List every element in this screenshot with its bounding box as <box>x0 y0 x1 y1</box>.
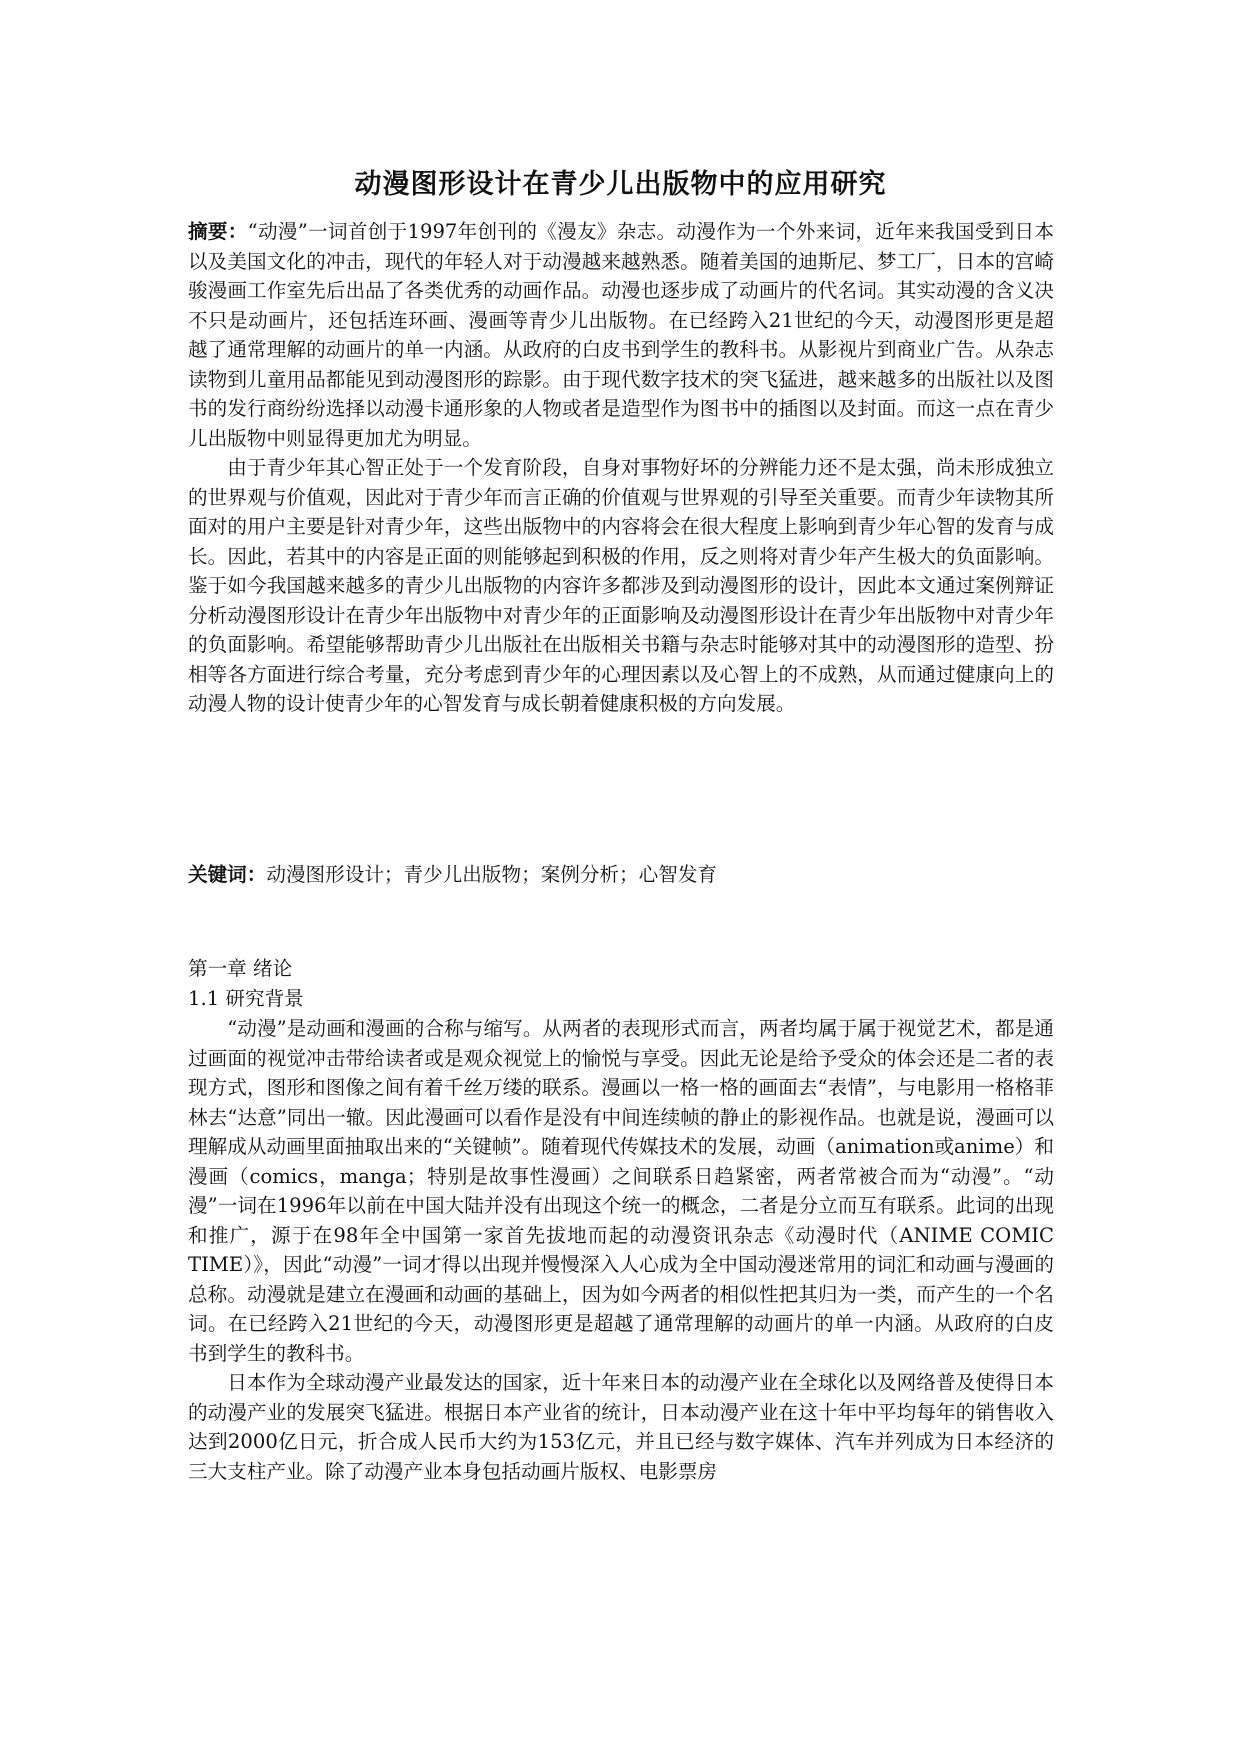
chapter-heading: 第一章 绪论 <box>188 957 293 980</box>
keywords-text: 动漫图形设计；青少儿出版物；案例分析；心智发育 <box>266 863 718 886</box>
section-heading: 1.1 研究背景 <box>188 987 304 1010</box>
abstract-section <box>188 217 1054 719</box>
keywords-section <box>188 860 1054 890</box>
paper-title: 动漫图形设计在青少儿出版物中的应用研究 <box>354 169 887 200</box>
abstract-paragraph-1 <box>188 217 1054 453</box>
abstract-text-1: “动漫”一词首创于1997年创刊的《漫友》杂志。动漫作为一个外来词，近年来我国受到日本以及美国文化的冲击，现代的年轻人对于动漫越来越熟悉。随着美国的迪斯尼、梦工厂，日本的宫崎骏漫画工作室先后出品了各类优秀的动画作品。动漫也逐步成了动画片的代名词。其实动漫的含义决不只是动画片，还包括连环画、漫画等青少儿出版物。在已经跨入21世纪的今天，动漫图形更是超越了通常理解的动画片的单一内涵。从政府的白皮书到学生的教科书。从影视片到商业广告。从杂志读物到儿童用品都能见到动漫图形的踪影。由于现代数字技术的突飞猛进，越来越多的出版社以及图书的发行商纷纷选择以动漫卡通形象的人物或者是造型作为图书中的插图以及封面。而这一点在青少儿出版物中则显得更加尤为明显。 <box>188 220 1054 450</box>
abstract-label: 摘要： <box>188 220 248 243</box>
body-section <box>188 1014 1054 1486</box>
body-paragraph-2: 日本作为全球动漫产业最发达的国家，近十年来日本的动漫产业在全球化以及网络普及使得日本的动漫产业的发展突飞猛进。根据日本产业省的统计，日本动漫产业在这十年中平均每年的销售收入达到2000亿日元，折合成人民币大约为153亿元，并且已经与数字媒体、汽车并列成为日本经济的三大支柱产业。除了动漫产业本身包括动画片版权、电影票房 <box>188 1371 1054 1483</box>
keywords-label: 关键词： <box>188 863 267 886</box>
abstract-paragraph-2: 由于青少年其心智正处于一个发育阶段，自身对事物好坏的分辨能力还不是太强，尚未形成独立的世界观与价值观，因此对于青少年而言正确的价值观与世界观的引导至关重要。而青少年读物其所面对的用户主要是针对青少年，这些出版物中的内容将会在很大程度上影响到青少年心智的发育与成长。因此，若其中的内容是正面的则能够起到积极的作用，反之则将对青少年产生极大的负面影响。鉴于如今我国越来越多的青少儿出版物的内容许多都涉及到动漫图形的设计，因此本文通过案例辩证分析动漫图形设计在青少年出版物中对青少年的正面影响及动漫图形设计在青少年出版物中对青少年的负面影响。希望能够帮助青少儿出版社在出版相关书籍与杂志时能够对其中的动漫图形的造型、扮相等各方面进行综合考量，充分考虑到青少年的心理因素以及心智上的不成熟，从而通过健康向上的动漫人物的设计使青少年的心智发育与成长朝着健康积极的方向发展。 <box>188 456 1054 715</box>
body-paragraph-1: “动漫”是动画和漫画的合称与缩写。从两者的表现形式而言，两者均属于属于视觉艺术，都是通过画面的视觉冲击带给读者或是观众视觉上的愉悦与享受。因此无论是给予受众的体会还是二者的表现方式，图形和图像之间有着千丝万缕的联系。漫画以一格一格的画面去“表情”，与电影用一格格菲林去“达意”同出一辙。因此漫画可以看作是没有中间连续帧的静止的影视作品。也就是说，漫画可以理解成从动画里面抽取出来的“关键帧”。随着现代传媒技术的发展，动画（animation或anime）和漫画（comics，manga；特别是故事性漫画）之间联系日趋紧密，两者常被合而为“动漫”。“动漫”一词在1996年以前在中国大陆并没有出现这个统一的概念，二者是分立而互有联系。此词的出现和推广，源于在98年全中国第一家首先拔地而起的动漫资讯杂志《动漫时代（ANIME COMIC TIME）》，因此“动漫”一词才得以出现并慢慢深入人心成为全中国动漫迷常用的词汇和动画与漫画的总称。动漫就是建立在漫画和动画的基础上，因为如今两者的相似性把其归为一类，而产生的一个名词。在已经跨入21世纪的今天，动漫图形更是超越了通常理解的动画片的单一内涵。从政府的白皮书到学生的教科书。 <box>188 1017 1054 1365</box>
